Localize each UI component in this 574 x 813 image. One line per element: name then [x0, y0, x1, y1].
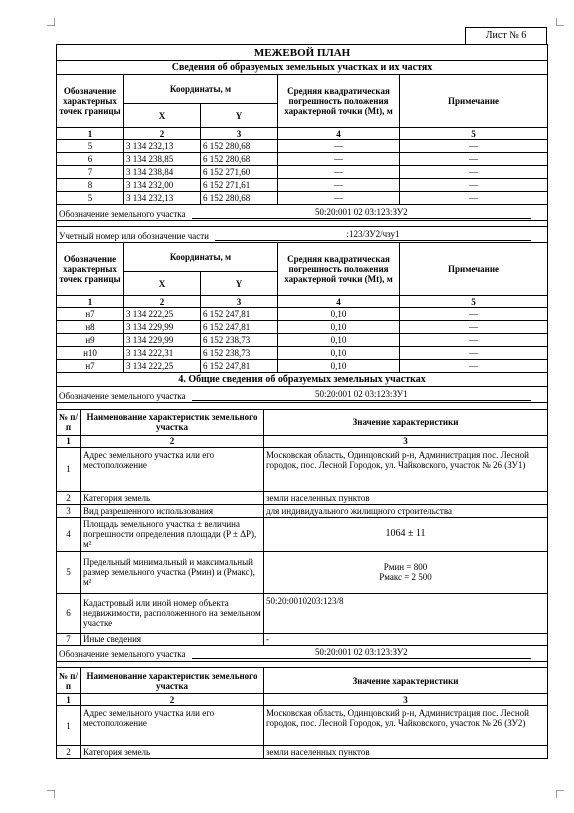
col-num: 3 — [264, 435, 548, 447]
row-number: 5 — [57, 551, 81, 593]
col-num: 2 — [81, 694, 264, 706]
col-num: 3 — [201, 296, 278, 308]
characteristic-value: земли населенных пунктов — [264, 491, 548, 504]
note-cell: — — [400, 166, 548, 179]
cadastral-number-value: 50:20:0010203:123/8 — [264, 593, 548, 633]
col-coords-header: Координаты, м — [124, 243, 278, 272]
point-cell: 6 — [57, 153, 124, 166]
table-row — [57, 153, 548, 166]
col-point-header: Обозначение характерных точек границы — [57, 75, 124, 128]
y-cell: 6 152 271,60 — [201, 166, 278, 179]
row-number: 3 — [57, 504, 81, 517]
col-value-header: Значение характеристики — [264, 409, 548, 435]
col-value-header: Значение характеристики — [264, 668, 548, 694]
error-cell: — — [278, 140, 400, 153]
table-row — [57, 517, 548, 551]
table-row — [57, 321, 548, 334]
x-cell: 3 134 222,25 — [124, 360, 201, 373]
point-cell: 5 — [57, 140, 124, 153]
coordinates-table — [56, 44, 548, 409]
col-y-header: Y — [201, 272, 278, 296]
parcel-label: Обозначение земельного участка — [59, 649, 186, 659]
crop-mark-bl — [47, 790, 55, 798]
parcel-value: 50:20:001 02 03:123:ЗУ1 — [192, 389, 532, 401]
row-number: 6 — [57, 593, 81, 633]
col-note-header: Примечание — [400, 75, 548, 128]
table-row — [57, 447, 548, 491]
parcel-label: Обозначение земельного участка — [59, 390, 186, 401]
y-cell: 6 152 271,61 — [201, 179, 278, 192]
col-num: 5 — [400, 128, 548, 140]
characteristic-name: Предельный минимальный и максимальный размер земельного участка (Pмин) и (Pмакс), м² — [81, 551, 264, 593]
characteristic-name: Площадь земельного участка ± величина погрешности определения площади (P ± ΔP), м² — [81, 517, 264, 551]
col-error-header: Средняя квадратическая погрешность положения характерной точки (Mt), м — [278, 243, 400, 296]
crop-mark-tl — [47, 18, 55, 26]
note-cell: — — [400, 192, 548, 205]
characteristic-value: для индивидуального жилищного строительства — [264, 504, 548, 517]
col-x-header: X — [124, 104, 201, 128]
error-cell: — — [278, 192, 400, 205]
parcel-label: Обозначение земельного участка — [59, 208, 186, 219]
col-num: 5 — [400, 296, 548, 308]
col-num-header: № п/п — [57, 668, 81, 694]
x-cell: 3 134 238,84 — [124, 166, 201, 179]
note-cell: — — [400, 321, 548, 334]
x-cell: 3 134 222,31 — [124, 347, 201, 360]
area-value: 1064 ± 11 — [264, 517, 548, 551]
error-cell: 0,10 — [278, 347, 400, 360]
x-cell: 3 134 229,99 — [124, 334, 201, 347]
point-cell: 7 — [57, 166, 124, 179]
row-number: 2 — [57, 746, 81, 759]
table-row — [57, 347, 548, 360]
characteristic-value: Московская область, Одинцовский р-н, Администрация пос. Лесной городок, пос. Лесной Городок, ул. Чайковского, участок № 26 (ЗУ1) — [264, 447, 548, 491]
col-error-header: Средняя квадратическая погрешность положения характерной точки (Mt), м — [278, 75, 400, 128]
error-cell: — — [278, 166, 400, 179]
col-point-header: Обозначение характерных точек границы — [57, 243, 124, 296]
parcel-value: 50:20:001 02 03:123:ЗУ2 — [192, 647, 531, 659]
note-cell: — — [400, 140, 548, 153]
note-cell: — — [400, 334, 548, 347]
table-row — [57, 593, 548, 633]
characteristic-value: - — [264, 633, 548, 645]
row-number: 2 — [57, 491, 81, 504]
section-title: Сведения об образуемых земельных участках и их частях — [57, 61, 548, 75]
table-row — [57, 308, 548, 321]
col-coords-header: Координаты, м — [124, 75, 278, 104]
table-row — [57, 334, 548, 347]
x-cell: 3 134 232,13 — [124, 140, 201, 153]
col-name-header: Наименование характеристик земельного участка — [81, 409, 264, 435]
characteristics-table-zu1 — [56, 409, 548, 668]
error-cell: — — [278, 153, 400, 166]
parcel-value: 50:20:001 02 03:123:ЗУ2 — [192, 207, 532, 219]
table-row — [57, 504, 548, 517]
table-row — [57, 192, 548, 205]
point-cell: н10 — [57, 347, 124, 360]
table-row — [57, 360, 548, 373]
characteristic-name: Адрес земельного участка или его местоположение — [81, 447, 264, 491]
row-number: 4 — [57, 517, 81, 551]
parcel-designation-row — [57, 387, 548, 403]
y-cell: 6 152 247,81 — [201, 360, 278, 373]
y-cell: 6 152 247,81 — [201, 321, 278, 334]
col-num: 4 — [278, 296, 400, 308]
error-cell: 0,10 — [278, 360, 400, 373]
characteristics-table-zu2 — [56, 667, 548, 759]
x-cell: 3 134 232,00 — [124, 179, 201, 192]
y-cell: 6 152 280,68 — [201, 140, 278, 153]
crop-mark-br — [556, 790, 564, 798]
note-cell: — — [400, 153, 548, 166]
note-cell: — — [400, 308, 548, 321]
col-x-header: X — [124, 272, 201, 296]
max-size-value: Pмакс = 2 500 — [379, 572, 432, 582]
error-cell: 0,10 — [278, 308, 400, 321]
col-num: 1 — [57, 694, 81, 706]
section4-title: 4. Общие сведения об образуемых земельных участках — [57, 373, 548, 387]
col-num: 3 — [264, 694, 548, 706]
col-note-header: Примечание — [400, 243, 548, 296]
part-value: :123/ЗУ2/чзу1 — [215, 229, 531, 241]
row-number: 7 — [57, 633, 81, 645]
characteristic-value: Московская область, Одинцовский р-н, Администрация пос. Лесной городок, пос. Лесной Городок, ул. Чайковского, участок № 26 (ЗУ2) — [264, 706, 548, 746]
survey-plan-page — [56, 27, 547, 759]
characteristic-name: Кадастровый или иной номер объекта недвижимости, расположенного на земельном участке — [81, 593, 264, 633]
y-cell: 6 152 280,68 — [201, 192, 278, 205]
table-row — [57, 706, 548, 746]
part-label: Учетный номер или обозначение части — [59, 230, 209, 241]
characteristic-name: Вид разрешенного использования — [81, 504, 264, 517]
x-cell: 3 134 232,13 — [124, 192, 201, 205]
size-limits-cell — [264, 551, 548, 593]
col-num: 1 — [57, 435, 81, 447]
x-cell: 3 134 222,25 — [124, 308, 201, 321]
col-y-header: Y — [201, 104, 278, 128]
error-cell: — — [278, 179, 400, 192]
characteristic-value: земли населенных пунктов — [264, 746, 548, 759]
y-cell: 6 152 238,73 — [201, 347, 278, 360]
characteristic-name: Категория земель — [81, 491, 264, 504]
point-cell: н9 — [57, 334, 124, 347]
row-number: 1 — [57, 706, 81, 746]
table-row — [57, 140, 548, 153]
characteristic-name: Категория земель — [81, 746, 264, 759]
crop-mark-tr — [556, 18, 564, 26]
point-cell: н8 — [57, 321, 124, 334]
y-cell: 6 152 238,73 — [201, 334, 278, 347]
col-num: 3 — [201, 128, 278, 140]
min-size-value: Pмин = 800 — [383, 562, 428, 572]
part-number-row — [57, 227, 548, 243]
table-row — [57, 746, 548, 759]
sheet-number: Лист № 6 — [465, 27, 547, 44]
point-cell: н7 — [57, 308, 124, 321]
col-num: 2 — [124, 296, 201, 308]
y-cell: 6 152 280,68 — [201, 153, 278, 166]
error-cell: 0,10 — [278, 321, 400, 334]
parcel-designation-row — [57, 205, 548, 221]
parcel-designation-row — [57, 645, 548, 661]
note-cell: — — [400, 179, 548, 192]
col-num: 1 — [57, 296, 124, 308]
characteristic-name: Адрес земельного участка или его местоположение — [81, 706, 264, 746]
note-cell: — — [400, 360, 548, 373]
table-row — [57, 551, 548, 593]
point-cell: 8 — [57, 179, 124, 192]
table-row — [57, 491, 548, 504]
y-cell: 6 152 247,81 — [201, 308, 278, 321]
table-row — [57, 633, 548, 645]
col-num: 2 — [124, 128, 201, 140]
col-num-header: № п/п — [57, 409, 81, 435]
table-row — [57, 166, 548, 179]
characteristic-name: Иные сведения — [81, 633, 264, 645]
table-row — [57, 179, 548, 192]
col-name-header: Наименование характеристик земельного участка — [81, 668, 264, 694]
error-cell: 0,10 — [278, 334, 400, 347]
x-cell: 3 134 238,85 — [124, 153, 201, 166]
x-cell: 3 134 229,99 — [124, 321, 201, 334]
point-cell: н7 — [57, 360, 124, 373]
col-num: 1 — [57, 128, 124, 140]
row-number: 1 — [57, 447, 81, 491]
note-cell: — — [400, 347, 548, 360]
point-cell: 5 — [57, 192, 124, 205]
col-num: 4 — [278, 128, 400, 140]
doc-title: МЕЖЕВОЙ ПЛАН — [57, 45, 548, 61]
col-num: 2 — [81, 435, 264, 447]
